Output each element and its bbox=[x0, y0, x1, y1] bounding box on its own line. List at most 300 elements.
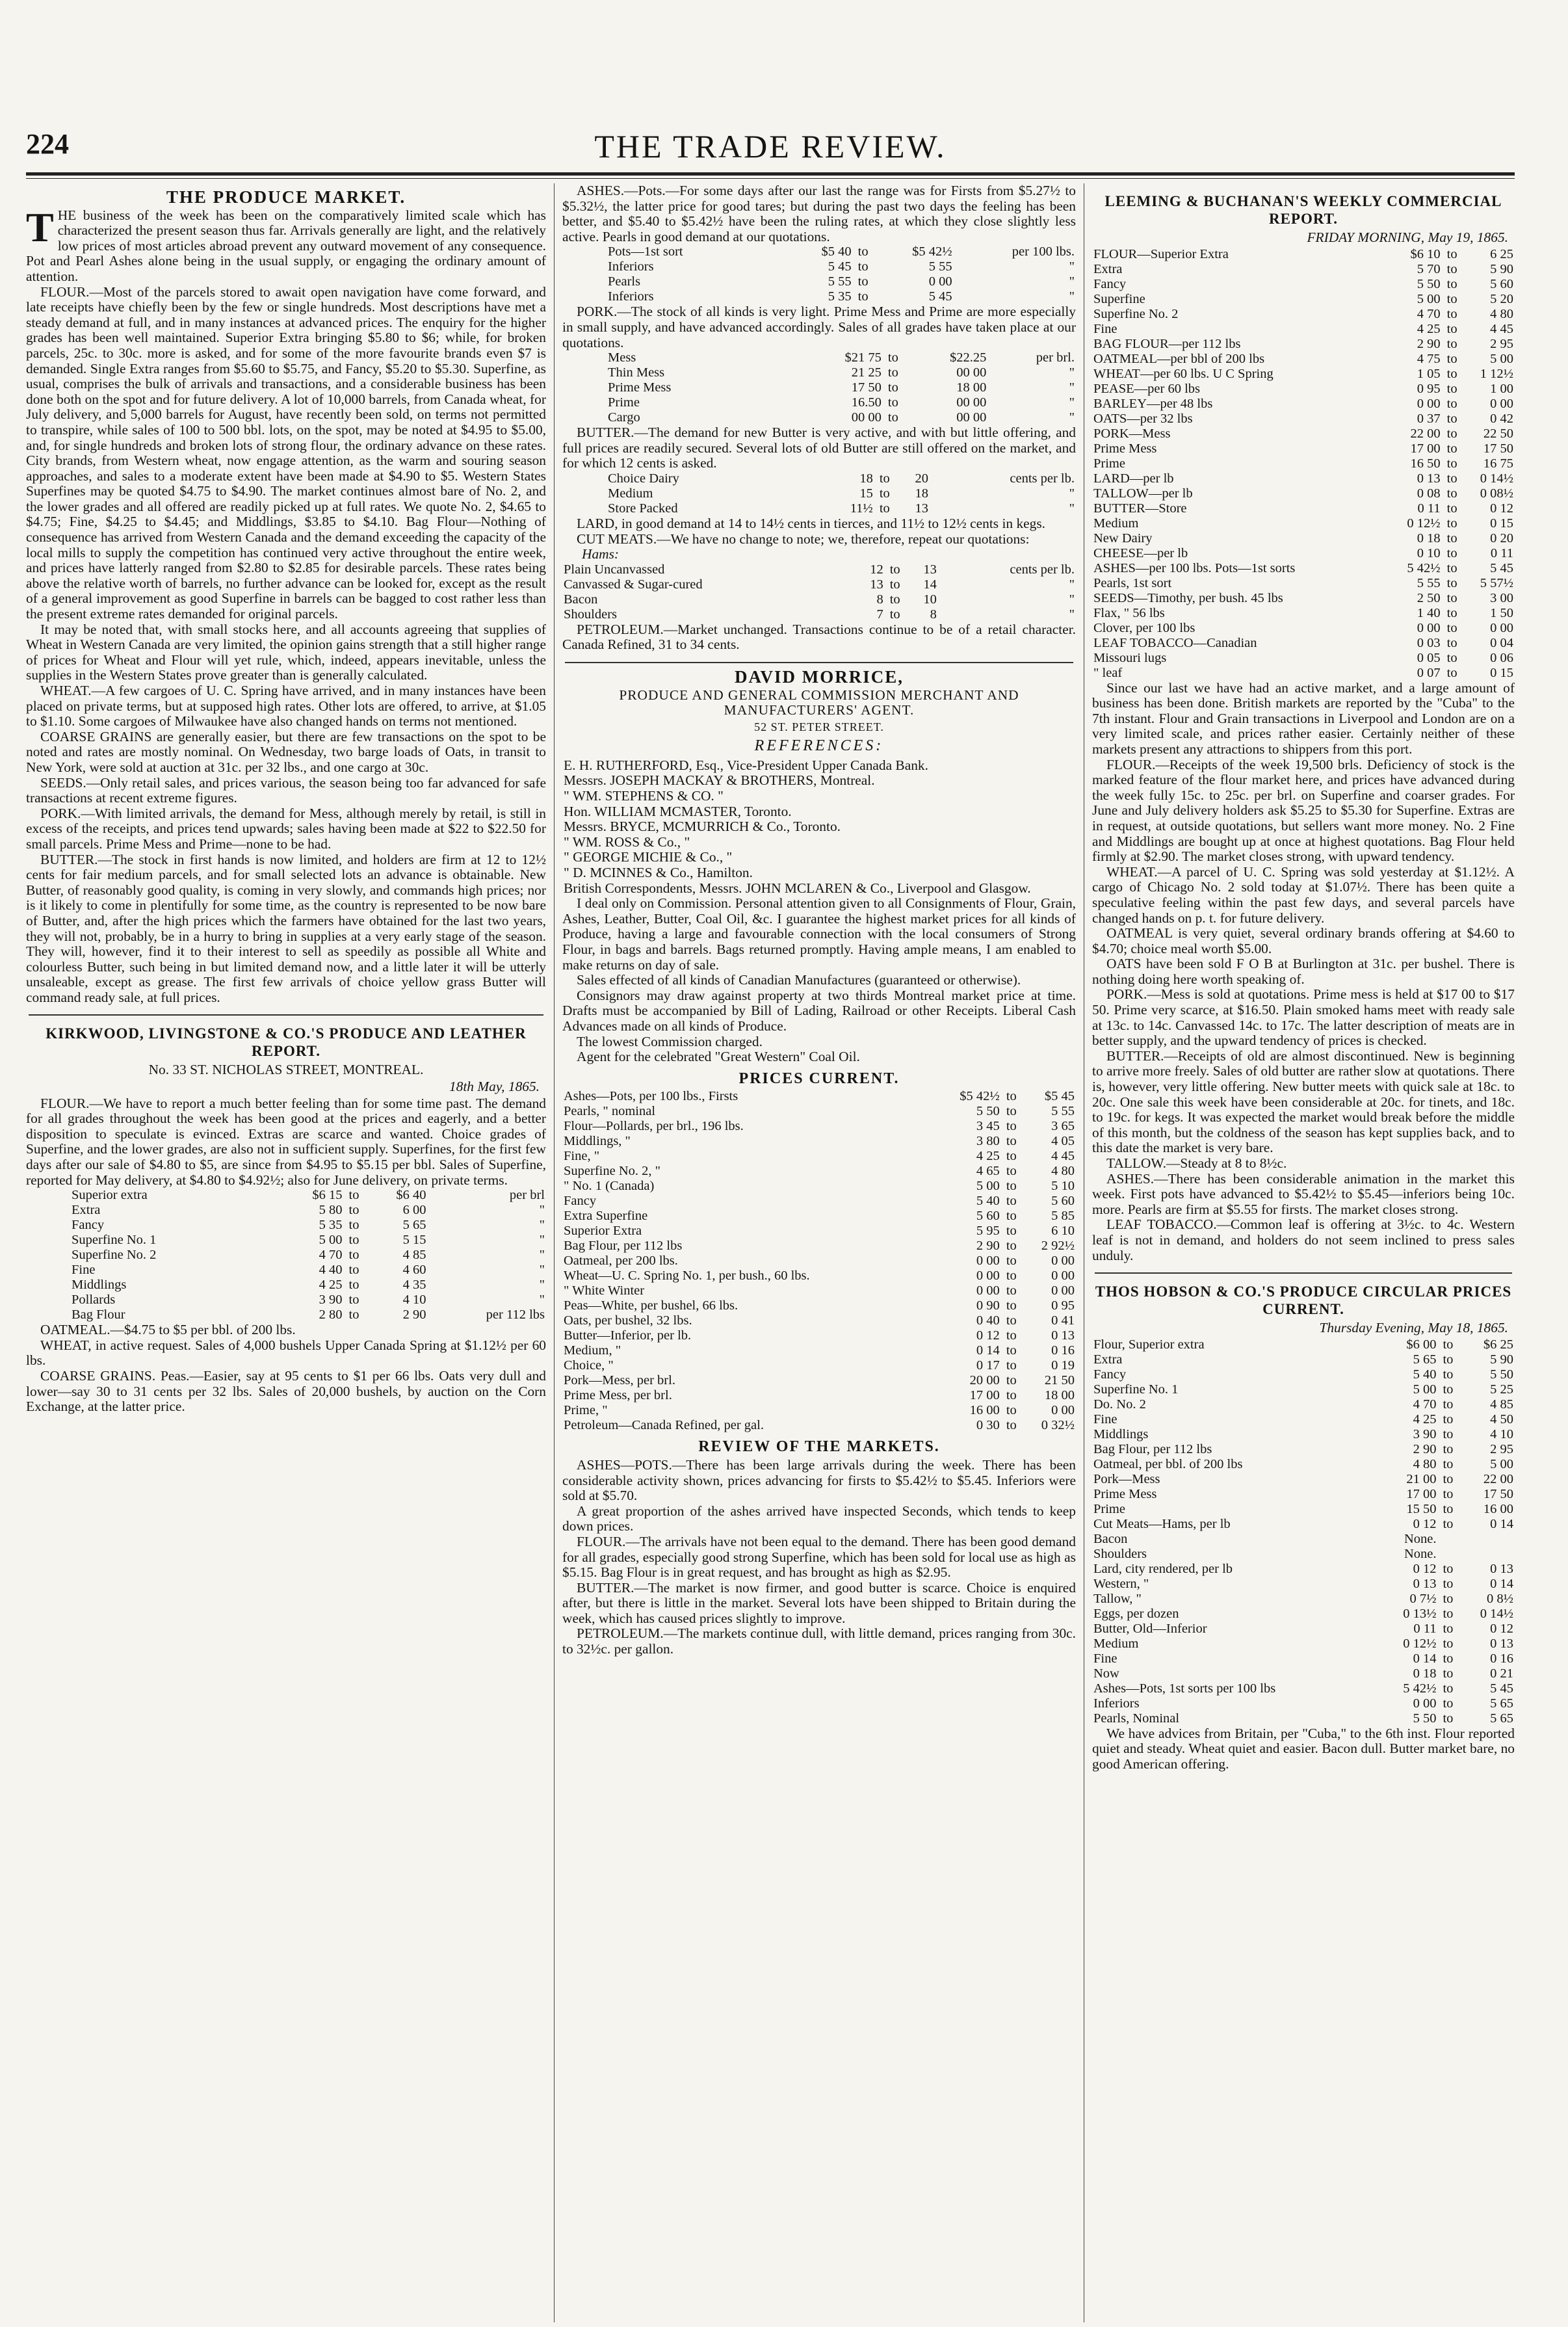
row-value: 8 bbox=[876, 592, 883, 607]
row-value: 4 50 bbox=[1490, 1412, 1513, 1426]
row-label: Flax, " 56 lbs bbox=[1093, 605, 1165, 620]
row-label: Tallow, " bbox=[1093, 1591, 1142, 1606]
row-value: 0 00 bbox=[976, 1283, 1000, 1298]
table-row bbox=[1092, 427, 1515, 441]
kirkwood-heading: KIRKWOOD, LIVINGSTONE & CO.'S PRODUCE AND LEATHER REPORT. bbox=[46, 1025, 527, 1060]
table-row bbox=[1092, 1457, 1515, 1472]
row-value: 0 03 bbox=[1417, 635, 1441, 650]
table-row bbox=[562, 1149, 1076, 1164]
table-row bbox=[1092, 1607, 1515, 1622]
range-word: to bbox=[879, 486, 890, 501]
row-value: " bbox=[539, 1293, 545, 1308]
row-label: Missouri lugs bbox=[1093, 650, 1167, 665]
references-list bbox=[562, 758, 1076, 896]
row-value: 4 05 bbox=[1051, 1134, 1075, 1149]
row-value: 5 90 bbox=[1490, 261, 1513, 276]
morrice-paragraph: Sales effected of all kinds of Canadian Manufactures (guaranteed or otherwise). bbox=[577, 972, 1021, 988]
range-word: to bbox=[879, 501, 890, 516]
range-word: to bbox=[1446, 381, 1457, 396]
range-word: to bbox=[1446, 396, 1457, 411]
table-row bbox=[26, 1233, 546, 1248]
row-value: 0 12½ bbox=[1403, 1636, 1437, 1651]
row-value: 17 50 bbox=[851, 380, 882, 395]
row-value: 0 00 bbox=[976, 1269, 1000, 1283]
reference-item: E. H. RUTHERFORD, Esq., Vice-President Upper Canada Bank. bbox=[564, 757, 928, 773]
row-value: " bbox=[539, 1233, 545, 1248]
row-label: Oatmeal, per 200 lbs. bbox=[564, 1254, 678, 1269]
row-value: 5 65 bbox=[1413, 1352, 1437, 1367]
row-value: $6 25 bbox=[1483, 1337, 1513, 1352]
row-label: Shoulders bbox=[564, 607, 617, 622]
row-label: Extra bbox=[1093, 1352, 1123, 1367]
table-row bbox=[1092, 367, 1515, 382]
section-divider bbox=[565, 662, 1073, 663]
review-paragraph: ASHES—POTS.—There has been large arrivals during the week. There has been considerable activity shown, prices advancing for firsts to $5.42½ to $5.45. Inferiors were sold at $5.70. bbox=[562, 1456, 1076, 1504]
row-value: 5 80 bbox=[319, 1203, 343, 1218]
row-label: Inferiors bbox=[608, 259, 654, 274]
row-value: $6 00 bbox=[1406, 1337, 1437, 1352]
row-value: 5 60 bbox=[1490, 276, 1513, 291]
row-value: 1 05 bbox=[1417, 366, 1441, 381]
row-value: 4 10 bbox=[1490, 1426, 1513, 1441]
range-word: to bbox=[1446, 665, 1457, 680]
range-word: to bbox=[1446, 501, 1457, 516]
row-value: 11½ bbox=[850, 501, 873, 516]
range-word: to bbox=[1006, 1328, 1017, 1343]
range-word: to bbox=[1006, 1254, 1017, 1269]
range-word: to bbox=[1006, 1403, 1017, 1418]
row-label: Ashes—Pots, per 100 lbs., Firsts bbox=[564, 1089, 738, 1104]
kirkwood-address: No. 33 ST. NICHOLAS STREET, MONTREAL. bbox=[148, 1062, 424, 1078]
row-value: 13 bbox=[923, 562, 937, 577]
row-value: 2 50 bbox=[1417, 590, 1441, 605]
table-row bbox=[562, 274, 1076, 289]
row-value: 5 95 bbox=[976, 1224, 1000, 1239]
row-value: 0 13 bbox=[1417, 471, 1441, 486]
table-row bbox=[26, 1308, 546, 1322]
range-word: to bbox=[889, 577, 900, 592]
row-value: " bbox=[1069, 289, 1075, 304]
morrice-body bbox=[562, 896, 1076, 1065]
range-word: to bbox=[1446, 246, 1457, 261]
row-label: Fine, " bbox=[564, 1149, 600, 1164]
row-value: 5 42½ bbox=[1403, 1681, 1437, 1696]
range-word: to bbox=[1006, 1224, 1017, 1239]
range-word: to bbox=[1446, 366, 1457, 381]
range-word: to bbox=[1446, 276, 1457, 291]
table-row bbox=[562, 562, 1076, 577]
table-row bbox=[562, 1388, 1076, 1403]
row-value: $21 75 bbox=[844, 350, 882, 365]
row-label: Superfine No. 2 bbox=[72, 1248, 157, 1263]
morrice-heading: DAVID MORRICE, bbox=[734, 666, 904, 687]
column-3 bbox=[1092, 183, 1515, 2322]
range-word: to bbox=[1446, 605, 1457, 620]
range-word: to bbox=[1446, 516, 1457, 531]
row-value: 17 50 bbox=[1483, 441, 1513, 456]
leeming-paragraph: FLOUR.—Receipts of the week 19,500 brls. Deficiency of stock is the marked feature of the flour market here, and prices have advanced during the week fully 15c. to 25c. per brl. on Superfine and coarser grades. For June and July delivery holders ask $5.25 to $5.30 for Superfine. Extras are in request, at outside quotations, but sellers want more money. No. 2 Fine and Middlings are bought up at once at highest quotations. Bag Flour held firmly at $2.90. The market closes strong, with upward tendency. bbox=[1092, 756, 1515, 865]
row-value: 4 85 bbox=[1490, 1397, 1513, 1412]
row-value: 4 70 bbox=[319, 1248, 343, 1263]
row-value: 00 00 bbox=[851, 410, 882, 425]
row-value: 0 7½ bbox=[1409, 1591, 1437, 1606]
row-value: " bbox=[1069, 577, 1075, 592]
row-label: Mess bbox=[608, 350, 636, 365]
range-word: to bbox=[1006, 1313, 1017, 1328]
reference-item: Hon. WILLIAM MCMASTER, Toronto. bbox=[564, 803, 792, 819]
row-value: 00 00 bbox=[956, 395, 987, 410]
row-value: 5 45 bbox=[1490, 1681, 1513, 1696]
row-label: PEASE—per 60 lbs bbox=[1093, 381, 1200, 396]
row-value: 0 20 bbox=[1490, 531, 1513, 546]
range-word: to bbox=[1006, 1358, 1017, 1373]
row-label: Prime bbox=[608, 395, 640, 410]
row-value: 0 14½ bbox=[1480, 471, 1513, 486]
row-value: " bbox=[1069, 486, 1075, 501]
reference-item: " D. MCINNES & Co., Hamilton. bbox=[564, 865, 753, 881]
reference-item: " GEORGE MICHIE & Co., " bbox=[564, 849, 733, 865]
leeming-paragraph: ASHES.—There has been considerable animation in the market this week. First pots have advanced to $5.42½ to $5.45—inferiors being 10c. more. Pearls are firm at $5.55 for firsts. The market closes strong. bbox=[1092, 1170, 1515, 1217]
table-row bbox=[26, 1293, 546, 1308]
row-label: FLOUR—Superior Extra bbox=[1093, 246, 1229, 261]
row-label: Petroleum—Canada Refined, per gal. bbox=[564, 1418, 764, 1433]
row-value: 1 12½ bbox=[1480, 366, 1513, 381]
hobson-date: Thursday Evening, May 18, 1865. bbox=[1319, 1320, 1508, 1336]
row-label: Wheat—U. C. Spring No. 1, per bush., 60 lbs. bbox=[564, 1269, 810, 1283]
row-label: TALLOW—per lb bbox=[1093, 486, 1193, 501]
table-row bbox=[562, 1373, 1076, 1388]
range-word: to bbox=[1446, 486, 1457, 501]
range-word: to bbox=[1443, 1621, 1454, 1636]
row-value: 2 90 bbox=[976, 1239, 1000, 1254]
row-value: 0 14 bbox=[1413, 1651, 1437, 1666]
row-label: " No. 1 (Canada) bbox=[564, 1179, 655, 1194]
table-row bbox=[26, 1188, 546, 1203]
row-label: Inferiors bbox=[1093, 1696, 1140, 1711]
row-value: " bbox=[539, 1248, 545, 1263]
range-word: to bbox=[348, 1218, 359, 1233]
row-value: per 112 lbs bbox=[486, 1308, 545, 1322]
table-row bbox=[562, 1418, 1076, 1433]
row-value: 0 00 bbox=[1490, 396, 1513, 411]
row-value: 0 00 bbox=[928, 274, 952, 289]
table-row bbox=[562, 1104, 1076, 1119]
range-word: to bbox=[348, 1203, 359, 1218]
row-label: Pork—Mess, per brl. bbox=[564, 1373, 675, 1388]
row-label: Western, " bbox=[1093, 1576, 1149, 1591]
row-value: 3 90 bbox=[319, 1293, 343, 1308]
table-row bbox=[562, 244, 1076, 259]
range-word: to bbox=[1446, 635, 1457, 650]
row-value: 2 90 bbox=[1413, 1441, 1437, 1456]
row-label: OATMEAL—per bbl of 200 lbs bbox=[1093, 351, 1265, 366]
produce-coarse-grains: COARSE GRAINS are generally easier, but there are few transactions on the spot to be noted and rates are mostly nominal. On Wednesday, two barge loads of Oats, in transit to New York, were sold at auction at 31c. per 32 lbs., and one cargo at 30c. bbox=[26, 728, 546, 775]
header-rule-thin bbox=[26, 178, 1515, 179]
lard-paragraph: LARD, in good demand at 14 to 14½ cents in tierces, and 11½ to 12½ cents in kegs. bbox=[577, 515, 1046, 531]
table-row bbox=[1092, 1412, 1515, 1427]
row-value: 0 90 bbox=[976, 1298, 1000, 1313]
row-value: per brl. bbox=[1036, 350, 1075, 365]
header-rule bbox=[26, 172, 1515, 176]
row-value: 4 80 bbox=[1051, 1164, 1075, 1179]
row-value: 0 18 bbox=[1417, 531, 1441, 546]
row-value: None. bbox=[1404, 1546, 1437, 1561]
morrice-paragraph: The lowest Commission charged. bbox=[577, 1033, 763, 1049]
range-word: to bbox=[1446, 441, 1457, 456]
row-value: 5 00 bbox=[1490, 1456, 1513, 1471]
row-value: 2 92½ bbox=[1041, 1239, 1075, 1254]
row-label: Peas—White, per bushel, 66 lbs. bbox=[564, 1298, 738, 1313]
row-value: 5 65 bbox=[402, 1218, 426, 1233]
row-value: 5 10 bbox=[1051, 1179, 1075, 1194]
row-value: 0 8½ bbox=[1487, 1591, 1513, 1606]
row-label: Fancy bbox=[72, 1218, 105, 1233]
table-row bbox=[562, 1164, 1076, 1179]
row-value: 12 bbox=[870, 562, 883, 577]
kirkwood-date: 18th May, 1865. bbox=[449, 1079, 540, 1095]
reference-item: " WM. ROSS & Co., " bbox=[564, 834, 690, 850]
row-value: 0 00 bbox=[1490, 620, 1513, 635]
row-value: 16 75 bbox=[1483, 456, 1513, 471]
table-row bbox=[1092, 1472, 1515, 1487]
row-label: Oats, per bushel, 32 lbs. bbox=[564, 1313, 692, 1328]
row-value: 16 00 bbox=[1483, 1501, 1513, 1516]
row-label: Pork—Mess bbox=[1093, 1471, 1160, 1486]
kirkwood-coarse-grains: COARSE GRAINS. Peas.—Easier, say at 95 cents to $1 per 66 lbs. Oats very dull and lower—say 30 to 31 cents per 32 lbs. Sales of 20,000 bushels, by auction on the Corn Exchange, at the latter price. bbox=[26, 1368, 546, 1415]
row-label: Fancy bbox=[1093, 1367, 1127, 1382]
range-word: to bbox=[1443, 1651, 1454, 1666]
row-value: 0 32½ bbox=[1041, 1418, 1075, 1433]
row-value: 0 14 bbox=[1490, 1576, 1513, 1591]
table-row bbox=[1092, 651, 1515, 666]
range-word: to bbox=[887, 350, 898, 365]
range-word: to bbox=[1446, 306, 1457, 321]
row-value: 4 80 bbox=[1490, 306, 1513, 321]
row-value: 5 00 bbox=[1490, 351, 1513, 366]
row-label: Prime, " bbox=[564, 1403, 608, 1418]
table-row bbox=[26, 1263, 546, 1278]
row-value: 14 bbox=[923, 577, 937, 592]
row-value: 0 14½ bbox=[1480, 1606, 1513, 1621]
row-value: 5 60 bbox=[1051, 1194, 1075, 1209]
range-word: to bbox=[889, 562, 900, 577]
row-value: 22 50 bbox=[1483, 426, 1513, 441]
row-label: Middlings, " bbox=[564, 1134, 631, 1149]
row-value: 0 00 bbox=[1417, 396, 1441, 411]
row-label: Eggs, per dozen bbox=[1093, 1606, 1179, 1621]
table-row bbox=[1092, 262, 1515, 277]
row-label: Bag Flour, per 112 lbs bbox=[564, 1239, 683, 1254]
row-value: 4 70 bbox=[1417, 306, 1441, 321]
row-value: 3 45 bbox=[976, 1119, 1000, 1134]
range-word: to bbox=[857, 244, 869, 259]
table-row bbox=[562, 350, 1076, 365]
table-row bbox=[1092, 1517, 1515, 1532]
table-row bbox=[562, 1209, 1076, 1224]
table-row bbox=[562, 486, 1076, 501]
row-label: Bacon bbox=[564, 592, 598, 607]
row-label: Pearls bbox=[608, 274, 641, 289]
range-word: to bbox=[1006, 1418, 1017, 1433]
range-word: to bbox=[1446, 456, 1457, 471]
range-word: to bbox=[1006, 1089, 1017, 1104]
row-label: Bag Flour bbox=[72, 1308, 125, 1322]
table-row bbox=[1092, 247, 1515, 262]
row-value: 18 00 bbox=[1044, 1388, 1075, 1403]
table-row bbox=[562, 1089, 1076, 1104]
ashes-table bbox=[562, 244, 1076, 304]
table-row bbox=[562, 1313, 1076, 1328]
row-label: Fine bbox=[72, 1263, 96, 1278]
table-row bbox=[1092, 1337, 1515, 1352]
row-value: 4 25 bbox=[1417, 321, 1441, 336]
review-paragraph: BUTTER.—The market is now firmer, and good butter is scarce. Choice is enquired after, but there is little in the market. Several lots have been shipped to Britain during the week, which has caused prices slightly to improve. bbox=[562, 1579, 1076, 1626]
row-label: Superfine No. 1 bbox=[72, 1233, 157, 1248]
row-value: 2 95 bbox=[1490, 336, 1513, 351]
row-value: " bbox=[1069, 274, 1075, 289]
table-row bbox=[562, 380, 1076, 395]
row-value: 0 95 bbox=[1051, 1298, 1075, 1313]
row-value: 0 00 bbox=[1051, 1403, 1075, 1418]
row-value: 2 90 bbox=[402, 1308, 426, 1322]
row-value: 5 90 bbox=[1490, 1352, 1513, 1367]
row-value: 5 50 bbox=[1417, 276, 1441, 291]
table-row bbox=[26, 1218, 546, 1233]
butter-paragraph: BUTTER.—The demand for new Butter is very active, and with but little offering, and full prices are readily secured. Several lots of old Butter are still offered on the market, and for which 12 cents is asked. bbox=[562, 425, 1076, 471]
row-value: 16.50 bbox=[851, 395, 882, 410]
row-value: 0 14 bbox=[1490, 1516, 1513, 1531]
produce-wheat: WHEAT.—A few cargoes of U. C. Spring have arrived, and in many instances have been placed on private terms, but at supposed high rates. Other lots are offered, to arrive, at $1.05 to $1.10. Some cargoes of Milwaukee have also changed hands on terms not mentioned. bbox=[26, 683, 546, 730]
row-value: " bbox=[539, 1278, 545, 1293]
references-heading: REFERENCES: bbox=[754, 737, 884, 755]
table-row bbox=[562, 1119, 1076, 1134]
range-word: to bbox=[887, 395, 898, 410]
table-row bbox=[1092, 397, 1515, 412]
row-value: cents per lb. bbox=[1010, 562, 1075, 577]
range-word: to bbox=[889, 592, 900, 607]
row-value: $6 40 bbox=[396, 1188, 426, 1203]
row-value: 3 65 bbox=[1051, 1119, 1075, 1134]
row-value: 17 00 bbox=[969, 1388, 1000, 1403]
row-label: Fancy bbox=[1093, 276, 1127, 291]
table-row bbox=[562, 501, 1076, 516]
reference-item: Messrs. BRYCE, MCMURRICH & Co., Toronto. bbox=[564, 819, 841, 835]
leeming-paragraph: BUTTER.—Receipts of old are almost discontinued. New is beginning to arrive more freely. Sales of old butter are rather slow at quotations. There is, however, very little offering. New butter meets with quick sale at 18c. to 20c. One sale this week have been considerable at 20c. for tinets, and 18c. to 19c. for kegs. It was expected the market would break before the middle of this month, but the coldness of the season has kept supplies back, and to this date the market is very bare. bbox=[1092, 1047, 1515, 1156]
leeming-date: FRIDAY MORNING, May 19, 1865. bbox=[1307, 230, 1508, 245]
row-value: $22.25 bbox=[950, 350, 987, 365]
row-label: Prime bbox=[1093, 456, 1125, 471]
table-row bbox=[562, 592, 1076, 607]
table-row bbox=[1092, 636, 1515, 651]
column-1 bbox=[26, 183, 546, 2322]
row-label: BUTTER—Store bbox=[1093, 501, 1187, 516]
hams-label: Hams: bbox=[582, 546, 620, 562]
range-word: to bbox=[1006, 1388, 1017, 1403]
row-label: Cut Meats—Hams, per lb bbox=[1093, 1516, 1231, 1531]
range-word: to bbox=[889, 607, 900, 622]
range-word: to bbox=[887, 380, 898, 395]
row-value: 0 18 bbox=[1413, 1666, 1437, 1681]
prices-current-table bbox=[562, 1089, 1076, 1433]
row-value: 0 00 bbox=[976, 1254, 1000, 1269]
table-row bbox=[562, 1179, 1076, 1194]
row-value: " bbox=[1069, 607, 1075, 622]
range-word: to bbox=[879, 471, 890, 486]
row-value: 0 12 bbox=[1490, 1621, 1513, 1636]
table-row bbox=[1092, 621, 1515, 636]
cut-meats-paragraph: CUT MEATS.—We have no change to note; we, therefore, repeat our quotations: bbox=[577, 531, 1030, 547]
row-label: Fine bbox=[1093, 1412, 1117, 1426]
table-row bbox=[1092, 1532, 1515, 1547]
row-value: 17 00 bbox=[1410, 441, 1441, 456]
table-row bbox=[1092, 1502, 1515, 1517]
row-value: 16 00 bbox=[969, 1403, 1000, 1418]
row-value: 4 75 bbox=[1417, 351, 1441, 366]
row-value: 0 05 bbox=[1417, 650, 1441, 665]
row-label: Plain Uncanvassed bbox=[564, 562, 665, 577]
row-value: 5 15 bbox=[402, 1233, 426, 1248]
range-word: to bbox=[1006, 1283, 1017, 1298]
range-word: to bbox=[1006, 1149, 1017, 1164]
row-value: 5 55 bbox=[1417, 575, 1441, 590]
row-label: Extra bbox=[72, 1203, 101, 1218]
table-row bbox=[1092, 471, 1515, 486]
row-label: Superior Extra bbox=[564, 1224, 642, 1239]
ashes-paragraph: ASHES.—Pots.—For some days after our last the range was for Firsts from $5.27½ to $5.32½, the latter price for good tares; but during the past two days the feeling has been better, and $5.40 to $5.42½ have been the ruling rates, at which they close slightly less active. Pearls in good demand at our quotations. bbox=[562, 183, 1076, 244]
range-word: to bbox=[1443, 1636, 1454, 1651]
row-label: Clover, per 100 lbs bbox=[1093, 620, 1196, 635]
row-value: 4 25 bbox=[976, 1149, 1000, 1164]
row-value: 5 55 bbox=[928, 259, 952, 274]
leeming-paragraph: WHEAT.—A parcel of U. C. Spring was sold yesterday at $1.12½. A cargo of Chicago No. 2 sold today at $1.07½. There has been quite a speculative feeling within the past few days, and several parcels have changed hands on p. t. for future delivery. bbox=[1092, 863, 1515, 926]
row-label: LEAF TOBACCO—Canadian bbox=[1093, 635, 1257, 650]
row-value: 0 19 bbox=[1051, 1358, 1075, 1373]
row-label: OATS—per 32 lbs bbox=[1093, 411, 1193, 426]
row-value: 5 50 bbox=[976, 1104, 1000, 1119]
row-value: 21 50 bbox=[1044, 1373, 1075, 1388]
row-value: " bbox=[1069, 365, 1075, 380]
range-word: to bbox=[887, 365, 898, 380]
row-value: 15 50 bbox=[1406, 1501, 1437, 1516]
review-paragraph: FLOUR.—The arrivals have not been equal to the demand. There has been good demand for all grades, especially good strong Superfine, which has been sold for local use as high as $5.15. Bag Flour is in great request, and has brought as high as $2.95. bbox=[562, 1533, 1076, 1581]
row-value: " bbox=[539, 1218, 545, 1233]
produce-seeds: SEEDS.—Only retail sales, and prices various, the season being too far advanced for safe transactions at recent extreme figures. bbox=[26, 774, 546, 806]
row-value: 0 00 bbox=[1051, 1283, 1075, 1298]
row-value: " bbox=[539, 1263, 545, 1278]
reference-item: Messrs. JOSEPH MACKAY & BROTHERS, Montreal. bbox=[564, 772, 875, 789]
row-label: Do. No. 2 bbox=[1093, 1397, 1146, 1412]
row-value: 5 00 bbox=[1417, 291, 1441, 306]
morrice-address: 52 ST. PETER STREET. bbox=[754, 720, 884, 733]
row-value: 0 16 bbox=[1490, 1651, 1513, 1666]
hams-table bbox=[562, 562, 1076, 622]
row-value bbox=[1437, 1547, 1458, 1562]
row-value: 3 80 bbox=[976, 1134, 1000, 1149]
row-value: 5 85 bbox=[1051, 1209, 1075, 1224]
range-word: to bbox=[1443, 1486, 1454, 1501]
row-label: SEEDS—Timothy, per bush. 45 lbs bbox=[1093, 590, 1283, 605]
running-title: THE TRADE REVIEW. bbox=[594, 128, 947, 164]
table-row bbox=[1092, 1562, 1515, 1577]
row-value: 5 00 bbox=[319, 1233, 343, 1248]
row-value: 22 00 bbox=[1410, 426, 1441, 441]
range-word: to bbox=[1446, 590, 1457, 605]
row-label: Flour—Pollards, per brl., 196 lbs. bbox=[564, 1119, 744, 1134]
produce-flour: FLOUR.—Most of the parcels stored to await open navigation have come forward, and late receipts have chiefly been by the few or single hundreds. Most descriptions have met a steady demand at full, and in many instances at advanced prices. The enquiry for the higher grades has been well maintained. Superior Extra bringing $5.80 to $6; while, for broken parcels, 25c. to 30c. more is asked, and for some of the more favourite brands even $7 is demanded. Single Extra ranges from $5.60 to $5.75, and Fancy, $5.20 to $5.30. Superfine, as usual, comprises the bulk of arrivals and transactions, and a considerable business has been done both on the spot and for future delivery. A lot of 10,000 barrels, from Canada wheat, for July delivery, and 5,000 barrels for August, have recently been sold, on terms not permitted to transpire, while sales of 100 to 500 bbl. lots, on the spot, may be noted at $4.95 to $5.00, and, for single hundreds and broken lots of strong flour, the ordinary advance on these rates. City brands, from Western wheat, now engage attention, as the warm and souring season approaches, and sales to a moderate extent have been made at $4.90 to $5. Western States Superfines may be quoted $4.75 to $4.90. The market continues almost bare of No. 2, and the lower grades and all offered are readily picked up at full rates. We quote No. 2, $4.65 to $4.75; Fine, $4.25 to $4.45; and Middlings, $3.85 to $4.10. Bag Flour—Nothing of consequence has arrived from Western Canada and the demand exceeding the capacity of the local mills to supply the competition has continued very active throughout the entire week, and prices have latterly ranged from $2.80 to $2.85 for desirable parcels. These rates being above the relative worth of barrels, no further advance can be looked for, except as the result of a general improvement as good Superfine in barrels can be bagged to cost rather less than the present extreme rates demanded for original parcels. bbox=[26, 283, 546, 622]
row-value: 0 15 bbox=[1490, 665, 1513, 680]
row-value: 0 41 bbox=[1051, 1313, 1075, 1328]
row-label: Pearls, 1st sort bbox=[1093, 575, 1172, 590]
